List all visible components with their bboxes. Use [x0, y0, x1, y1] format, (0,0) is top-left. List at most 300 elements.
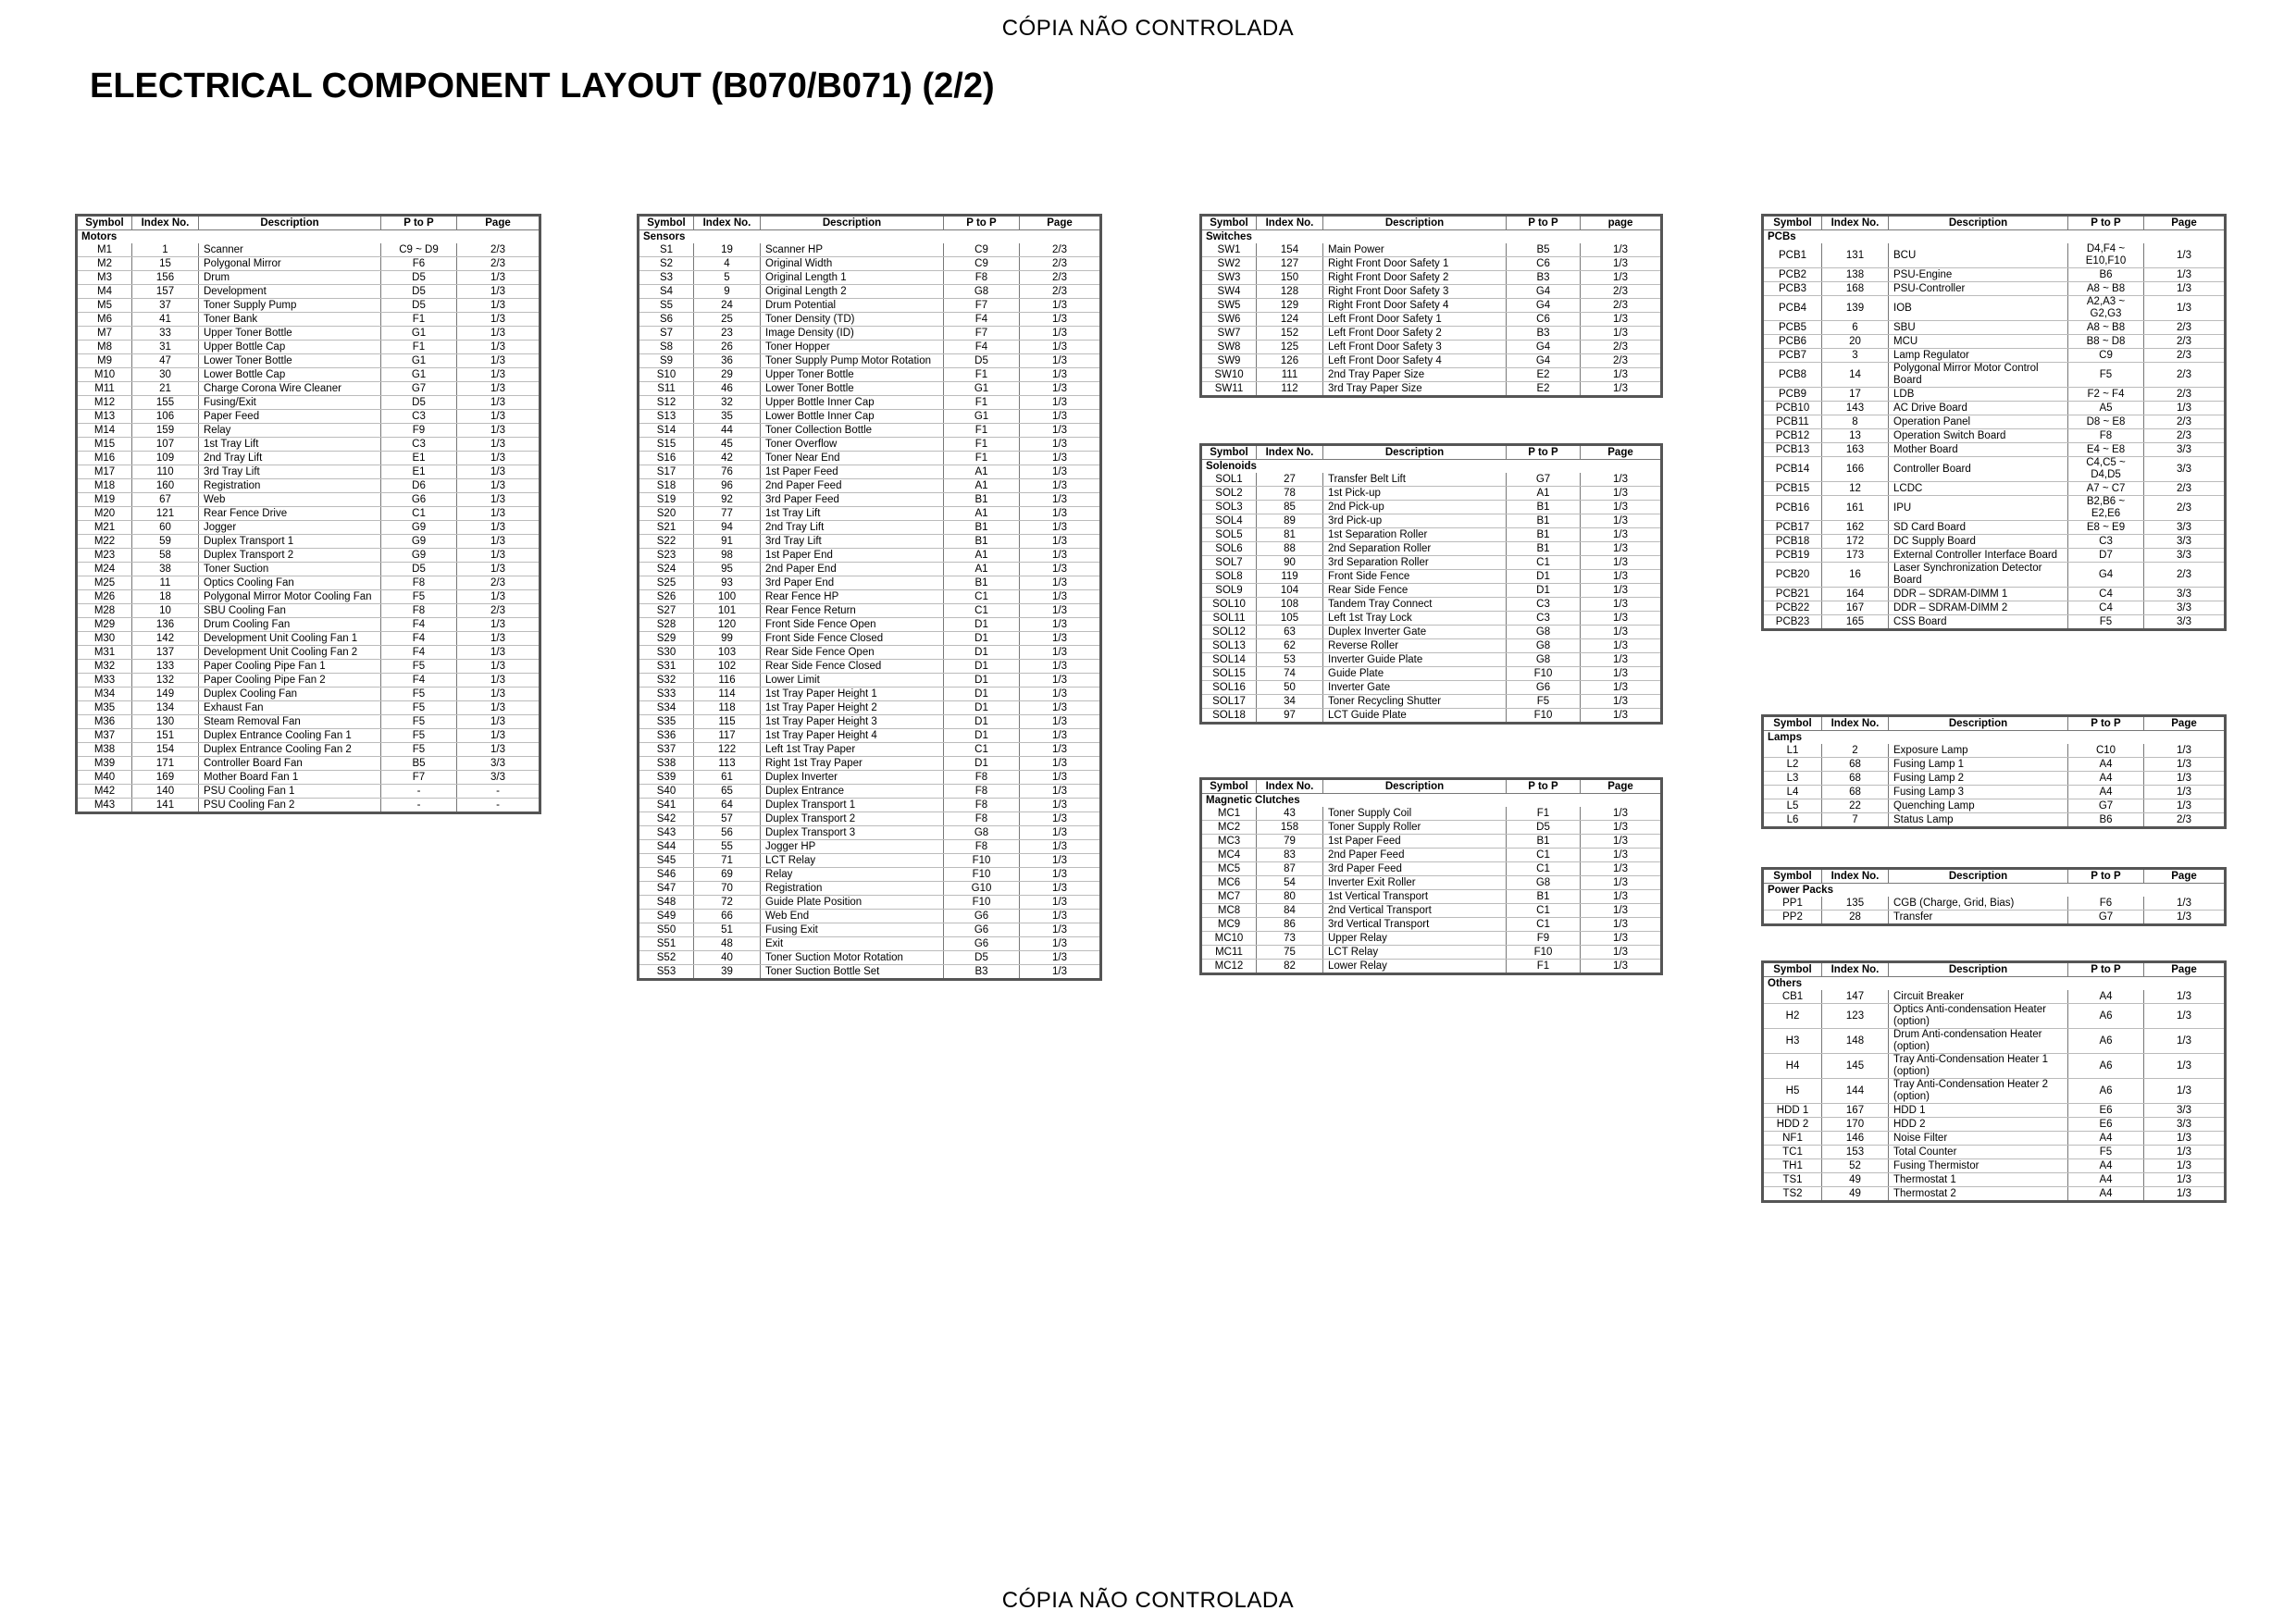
description-cell: Left Front Door Safety 3	[1323, 341, 1507, 354]
table-row	[77, 799, 540, 813]
index-cell: 130	[132, 715, 199, 729]
p-to-p-cell: F1	[1507, 960, 1581, 974]
description-cell: Duplex Inverter	[761, 771, 944, 785]
p-to-p-cell: F1	[944, 438, 1020, 452]
page-cell: 1/3	[457, 632, 540, 646]
index-cell: 34	[1257, 695, 1323, 709]
description-cell: Left 1st Tray Paper	[761, 743, 944, 757]
p-to-p-cell: B1	[944, 535, 1020, 549]
description-cell: Relay	[761, 868, 944, 882]
p-to-p-cell: C1	[1507, 918, 1581, 932]
symbol-cell: S36	[639, 729, 694, 743]
page-cell: 1/3	[1581, 681, 1662, 695]
section-row	[1763, 884, 2226, 898]
page-cell: 1/3	[1581, 556, 1662, 570]
description-cell: Upper Toner Bottle	[199, 327, 381, 341]
column-header: Page	[1581, 779, 1662, 794]
p-to-p-cell: F2 ~ F4	[2068, 388, 2144, 402]
symbol-cell: HDD 1	[1763, 1104, 1822, 1118]
symbol-cell: NF1	[1763, 1132, 1822, 1146]
page-cell: 1/3	[1581, 862, 1662, 876]
description-cell: DC Supply Board	[1889, 535, 2068, 549]
column-header: P to P	[944, 216, 1020, 230]
page-cell: 3/3	[2144, 521, 2226, 535]
description-cell: Upper Bottle Cap	[199, 341, 381, 354]
table-row	[1201, 501, 1662, 514]
page-cell: 3/3	[2144, 1104, 2226, 1118]
index-cell: 167	[1822, 601, 1889, 615]
p-to-p-cell: -	[381, 799, 457, 813]
page-cell: 1/3	[1020, 410, 1101, 424]
index-cell: 95	[694, 563, 761, 576]
index-cell: 149	[132, 688, 199, 701]
p-to-p-cell: D1	[944, 646, 1020, 660]
description-cell: Right Front Door Safety 1	[1323, 257, 1507, 271]
table-row	[639, 424, 1101, 438]
table-row	[1763, 772, 2226, 786]
page-cell: 1/3	[457, 590, 540, 604]
p-to-p-cell: F10	[1507, 667, 1581, 681]
table-row	[1763, 758, 2226, 772]
page-cell: 1/3	[457, 341, 540, 354]
symbol-cell: M16	[77, 452, 132, 465]
page-cell: 1/3	[457, 313, 540, 327]
index-cell: 161	[1822, 496, 1889, 521]
table-row	[77, 438, 540, 452]
table-row	[1201, 695, 1662, 709]
page-cell: 2/3	[1020, 285, 1101, 299]
p-to-p-cell: C3	[1507, 598, 1581, 612]
page-cell: 2/3	[2144, 321, 2226, 335]
description-cell: Transfer	[1889, 911, 2068, 925]
index-cell: 151	[132, 729, 199, 743]
description-cell: 1st Pick-up	[1323, 487, 1507, 501]
description-cell: Duplex Entrance Cooling Fan 1	[199, 729, 381, 743]
table-row	[77, 396, 540, 410]
index-cell: 68	[1822, 758, 1889, 772]
symbol-cell: S43	[639, 826, 694, 840]
page-cell: 1/3	[1581, 890, 1662, 904]
p-to-p-cell: F5	[381, 729, 457, 743]
description-cell: Tandem Tray Connect	[1323, 598, 1507, 612]
section-row	[1763, 977, 2226, 991]
index-cell: 32	[694, 396, 761, 410]
table-row	[77, 590, 540, 604]
symbol-cell: SOL14	[1201, 653, 1257, 667]
table-row	[1763, 482, 2226, 496]
index-cell: 70	[694, 882, 761, 896]
symbol-cell: SOL2	[1201, 487, 1257, 501]
column-header: Description	[1323, 445, 1507, 460]
symbol-cell: SOL17	[1201, 695, 1257, 709]
table-row	[639, 618, 1101, 632]
description-cell: PSU Cooling Fan 1	[199, 785, 381, 799]
p-to-p-cell: F1	[944, 368, 1020, 382]
table-row	[1201, 556, 1662, 570]
header-row	[1763, 869, 2226, 884]
description-cell: 2nd Tray Lift	[199, 452, 381, 465]
column-header: Symbol	[1201, 445, 1257, 460]
index-cell: 39	[694, 965, 761, 980]
table-row	[1201, 918, 1662, 932]
p-to-p-cell: G8	[1507, 653, 1581, 667]
p-to-p-cell: D6	[381, 479, 457, 493]
description-cell: 2nd Paper Feed	[1323, 849, 1507, 862]
power-packs-table	[1761, 867, 2227, 926]
symbol-cell: PP1	[1763, 897, 1822, 911]
symbol-cell: S5	[639, 299, 694, 313]
index-cell: 110	[132, 465, 199, 479]
symbol-cell: TH1	[1763, 1159, 1822, 1173]
table-row	[77, 743, 540, 757]
page-cell: 1/3	[457, 618, 540, 632]
symbol-cell: S45	[639, 854, 694, 868]
description-cell: Jogger HP	[761, 840, 944, 854]
p-to-p-cell: C3	[1507, 612, 1581, 626]
section-label: Motors	[81, 230, 118, 242]
p-to-p-cell: F8	[944, 840, 1020, 854]
description-cell: Duplex Transport 1	[199, 535, 381, 549]
page-cell: 3/3	[457, 757, 540, 771]
page-cell: 1/3	[1581, 639, 1662, 653]
description-cell: Toner Density (TD)	[761, 313, 944, 327]
symbol-cell: M13	[77, 410, 132, 424]
page-cell: 1/3	[1020, 826, 1101, 840]
page-cell: 1/3	[1020, 576, 1101, 590]
description-cell: Total Counter	[1889, 1146, 2068, 1159]
table-row	[639, 327, 1101, 341]
symbol-cell: PCB14	[1763, 457, 1822, 482]
symbol-cell: PCB21	[1763, 588, 1822, 601]
page-cell: 1/3	[1020, 799, 1101, 812]
page-cell: 1/3	[1581, 918, 1662, 932]
page-cell: 1/3	[457, 715, 540, 729]
description-cell: Left Front Door Safety 4	[1323, 354, 1507, 368]
column-header: P to P	[2068, 216, 2144, 230]
index-cell: 127	[1257, 257, 1323, 271]
page-cell: 3/3	[2144, 588, 2226, 601]
column-header: Description	[1889, 216, 2068, 230]
table-row	[1201, 257, 1662, 271]
page-cell: 1/3	[457, 465, 540, 479]
page-cell: 1/3	[1020, 396, 1101, 410]
index-cell: 142	[132, 632, 199, 646]
description-cell: AC Drive Board	[1889, 402, 2068, 415]
index-cell: 76	[694, 465, 761, 479]
symbol-cell: M8	[77, 341, 132, 354]
column-header: Description	[1889, 716, 2068, 731]
description-cell: External Controller Interface Board	[1889, 549, 2068, 563]
table-row	[1763, 363, 2226, 388]
p-to-p-cell: A1	[944, 507, 1020, 521]
p-to-p-cell: B8 ~ D8	[2068, 335, 2144, 349]
table-row	[1201, 271, 1662, 285]
page-cell: 1/3	[1020, 327, 1101, 341]
description-cell: 1st Tray Paper Height 4	[761, 729, 944, 743]
index-cell: 20	[1822, 335, 1889, 349]
symbol-cell: SOL10	[1201, 598, 1257, 612]
page-cell: 3/3	[2144, 549, 2226, 563]
symbol-cell: S11	[639, 382, 694, 396]
description-cell: Transfer Belt Lift	[1323, 473, 1507, 487]
symbol-cell: M10	[77, 368, 132, 382]
index-cell: 53	[1257, 653, 1323, 667]
index-cell: 119	[1257, 570, 1323, 584]
symbol-cell: MC11	[1201, 946, 1257, 960]
symbol-cell: M28	[77, 604, 132, 618]
p-to-p-cell: F5	[381, 688, 457, 701]
page-cell: 1/3	[2144, 758, 2226, 772]
p-to-p-cell: G1	[381, 354, 457, 368]
p-to-p-cell: A4	[2068, 1159, 2144, 1173]
symbol-cell: H2	[1763, 1004, 1822, 1029]
symbol-cell: M14	[77, 424, 132, 438]
section-label: Magnetic Clutches	[1206, 794, 1300, 806]
symbol-cell: PCB5	[1763, 321, 1822, 335]
p-to-p-cell: G4	[1507, 299, 1581, 313]
description-cell: PSU-Engine	[1889, 268, 2068, 282]
column-header: P to P	[2068, 962, 2144, 977]
page-cell: 1/3	[457, 521, 540, 535]
page-cell: 1/3	[1581, 271, 1662, 285]
index-cell: 67	[132, 493, 199, 507]
symbol-cell: SW8	[1201, 341, 1257, 354]
p-to-p-cell: B6	[2068, 268, 2144, 282]
page-cell: 1/3	[1020, 729, 1101, 743]
description-cell: 1st Vertical Transport	[1323, 890, 1507, 904]
symbol-cell: PCB22	[1763, 601, 1822, 615]
index-cell: 25	[694, 313, 761, 327]
table-row	[77, 729, 540, 743]
p-to-p-cell: F4	[944, 341, 1020, 354]
symbol-cell: M15	[77, 438, 132, 452]
index-cell: 93	[694, 576, 761, 590]
index-cell: 121	[132, 507, 199, 521]
table-row	[639, 868, 1101, 882]
column-header: Index No.	[132, 216, 199, 230]
symbol-cell: S35	[639, 715, 694, 729]
description-cell: Right 1st Tray Paper	[761, 757, 944, 771]
index-cell: 44	[694, 424, 761, 438]
p-to-p-cell: G7	[2068, 911, 2144, 925]
page-cell: 1/3	[1020, 424, 1101, 438]
p-to-p-cell: A8 ~ B8	[2068, 282, 2144, 296]
symbol-cell: SOL5	[1201, 528, 1257, 542]
index-cell: 7	[1822, 813, 1889, 828]
symbol-cell: MC1	[1201, 807, 1257, 821]
description-cell: Operation Panel	[1889, 415, 2068, 429]
index-cell: 155	[132, 396, 199, 410]
table-row	[77, 479, 540, 493]
page-cell: 1/3	[2144, 1146, 2226, 1159]
header-row	[77, 216, 540, 230]
page-cell: 1/3	[1581, 626, 1662, 639]
description-cell: Duplex Transport 2	[761, 812, 944, 826]
page-cell: 1/3	[457, 368, 540, 382]
symbol-cell: SW6	[1201, 313, 1257, 327]
index-cell: 81	[1257, 528, 1323, 542]
p-to-p-cell: A4	[2068, 772, 2144, 786]
column-header: Index No.	[1257, 779, 1323, 794]
page-cell: 1/3	[1020, 452, 1101, 465]
table-row	[1763, 443, 2226, 457]
description-cell: 1st Paper End	[761, 549, 944, 563]
description-cell: Main Power	[1323, 243, 1507, 257]
description-cell: Duplex Cooling Fan	[199, 688, 381, 701]
description-cell: Exhaust Fan	[199, 701, 381, 715]
page-cell: 1/3	[1581, 835, 1662, 849]
symbol-cell: M33	[77, 674, 132, 688]
page-cell: 1/3	[457, 327, 540, 341]
table-row	[639, 341, 1101, 354]
p-to-p-cell: F1	[944, 396, 1020, 410]
p-to-p-cell: F5	[2068, 1146, 2144, 1159]
index-cell: 2	[1822, 744, 1889, 758]
index-cell: 169	[132, 771, 199, 785]
p-to-p-cell: C1	[944, 590, 1020, 604]
column-header: Symbol	[1201, 216, 1257, 230]
index-cell: 166	[1822, 457, 1889, 482]
symbol-cell: PCB13	[1763, 443, 1822, 457]
table-row	[1763, 496, 2226, 521]
table-row	[1763, 535, 2226, 549]
table-row	[77, 646, 540, 660]
table-row	[77, 701, 540, 715]
description-cell: Toner Collection Bottle	[761, 424, 944, 438]
table-row	[77, 410, 540, 424]
p-to-p-cell: C1	[1507, 904, 1581, 918]
page-cell: 1/3	[1581, 653, 1662, 667]
description-cell: Tray Anti-Condensation Heater 2 (option)	[1889, 1079, 2068, 1104]
symbol-cell: SW9	[1201, 354, 1257, 368]
index-cell: 163	[1822, 443, 1889, 457]
page-cell: 1/3	[2144, 402, 2226, 415]
p-to-p-cell: E8 ~ E9	[2068, 521, 2144, 535]
symbol-cell: SOL15	[1201, 667, 1257, 681]
description-cell: Paper Feed	[199, 410, 381, 424]
column-header: Symbol	[1763, 962, 1822, 977]
symbol-cell: S48	[639, 896, 694, 910]
description-cell: Toner Recycling Shutter	[1323, 695, 1507, 709]
p-to-p-cell: D5	[381, 396, 457, 410]
p-to-p-cell: G8	[944, 285, 1020, 299]
symbol-cell: S44	[639, 840, 694, 854]
index-cell: 46	[694, 382, 761, 396]
description-cell: Drum Cooling Fan	[199, 618, 381, 632]
symbol-cell: MC5	[1201, 862, 1257, 876]
p-to-p-cell: E1	[381, 452, 457, 465]
index-cell: 50	[1257, 681, 1323, 695]
column-header: Index No.	[1822, 869, 1889, 884]
table-row	[77, 618, 540, 632]
index-cell: 154	[1257, 243, 1323, 257]
index-cell: 138	[1822, 268, 1889, 282]
page-cell: 1/3	[1581, 612, 1662, 626]
page-cell: 1/3	[1581, 584, 1662, 598]
symbol-cell: PCB15	[1763, 482, 1822, 496]
table-row	[1201, 243, 1662, 257]
page-cell: 1/3	[1581, 667, 1662, 681]
description-cell: Rear Fence Drive	[199, 507, 381, 521]
page-cell: 1/3	[1020, 785, 1101, 799]
description-cell: Quenching Lamp	[1889, 799, 2068, 813]
p-to-p-cell: C9 ~ D9	[381, 243, 457, 257]
page-cell: 1/3	[2144, 1173, 2226, 1187]
index-cell: 48	[694, 937, 761, 951]
p-to-p-cell: B1	[1507, 514, 1581, 528]
page-cell: 1/3	[1020, 646, 1101, 660]
table-row	[1763, 296, 2226, 321]
description-cell: 2nd Paper Feed	[761, 479, 944, 493]
page-cell: 1/3	[1581, 542, 1662, 556]
page-cell: 1/3	[1581, 849, 1662, 862]
section-row	[1763, 731, 2226, 745]
description-cell: Toner Hopper	[761, 341, 944, 354]
solenoids-table	[1199, 443, 1663, 725]
symbol-cell: PCB4	[1763, 296, 1822, 321]
table-row	[1763, 1118, 2226, 1132]
symbol-cell: M20	[77, 507, 132, 521]
index-cell: 87	[1257, 862, 1323, 876]
header-row	[1201, 216, 1662, 230]
index-cell: 69	[694, 868, 761, 882]
index-cell: 17	[1822, 388, 1889, 402]
table-row	[639, 812, 1101, 826]
p-to-p-cell: E2	[1507, 382, 1581, 397]
page-cell: 2/3	[1581, 299, 1662, 313]
index-cell: 13	[1822, 429, 1889, 443]
symbol-cell: PCB23	[1763, 615, 1822, 630]
description-cell: 1st Paper Feed	[1323, 835, 1507, 849]
p-to-p-cell: F10	[1507, 946, 1581, 960]
symbol-cell: S24	[639, 563, 694, 576]
page-cell: 1/3	[1581, 501, 1662, 514]
index-cell: 18	[132, 590, 199, 604]
description-cell: Jogger	[199, 521, 381, 535]
description-cell: Web	[199, 493, 381, 507]
index-cell: 133	[132, 660, 199, 674]
table-row	[77, 243, 540, 257]
page-cell: 2/3	[457, 576, 540, 590]
table-row	[639, 674, 1101, 688]
p-to-p-cell: C9	[944, 257, 1020, 271]
table-row	[639, 937, 1101, 951]
table-row	[1763, 388, 2226, 402]
index-cell: 45	[694, 438, 761, 452]
magnetic-clutches-table	[1199, 777, 1663, 975]
index-cell: 104	[1257, 584, 1323, 598]
symbol-cell: M36	[77, 715, 132, 729]
index-cell: 80	[1257, 890, 1323, 904]
table-row	[639, 910, 1101, 923]
description-cell: Laser Synchronization Detector Board	[1889, 563, 2068, 588]
symbol-cell: L2	[1763, 758, 1822, 772]
description-cell: Controller Board	[1889, 457, 2068, 482]
index-cell: 60	[132, 521, 199, 535]
page-cell: 1/3	[457, 285, 540, 299]
p-to-p-cell: A7 ~ C7	[2068, 482, 2144, 496]
p-to-p-cell: A4	[2068, 1173, 2144, 1187]
symbol-cell: S8	[639, 341, 694, 354]
p-to-p-cell: G4	[1507, 354, 1581, 368]
description-cell: DDR – SDRAM-DIMM 1	[1889, 588, 2068, 601]
page-cell: 1/3	[1020, 354, 1101, 368]
table-row	[1763, 563, 2226, 588]
description-cell: 1st Tray Lift	[199, 438, 381, 452]
description-cell: 3rd Tray Lift	[761, 535, 944, 549]
table-row	[77, 576, 540, 590]
page-cell: 2/3	[2144, 335, 2226, 349]
